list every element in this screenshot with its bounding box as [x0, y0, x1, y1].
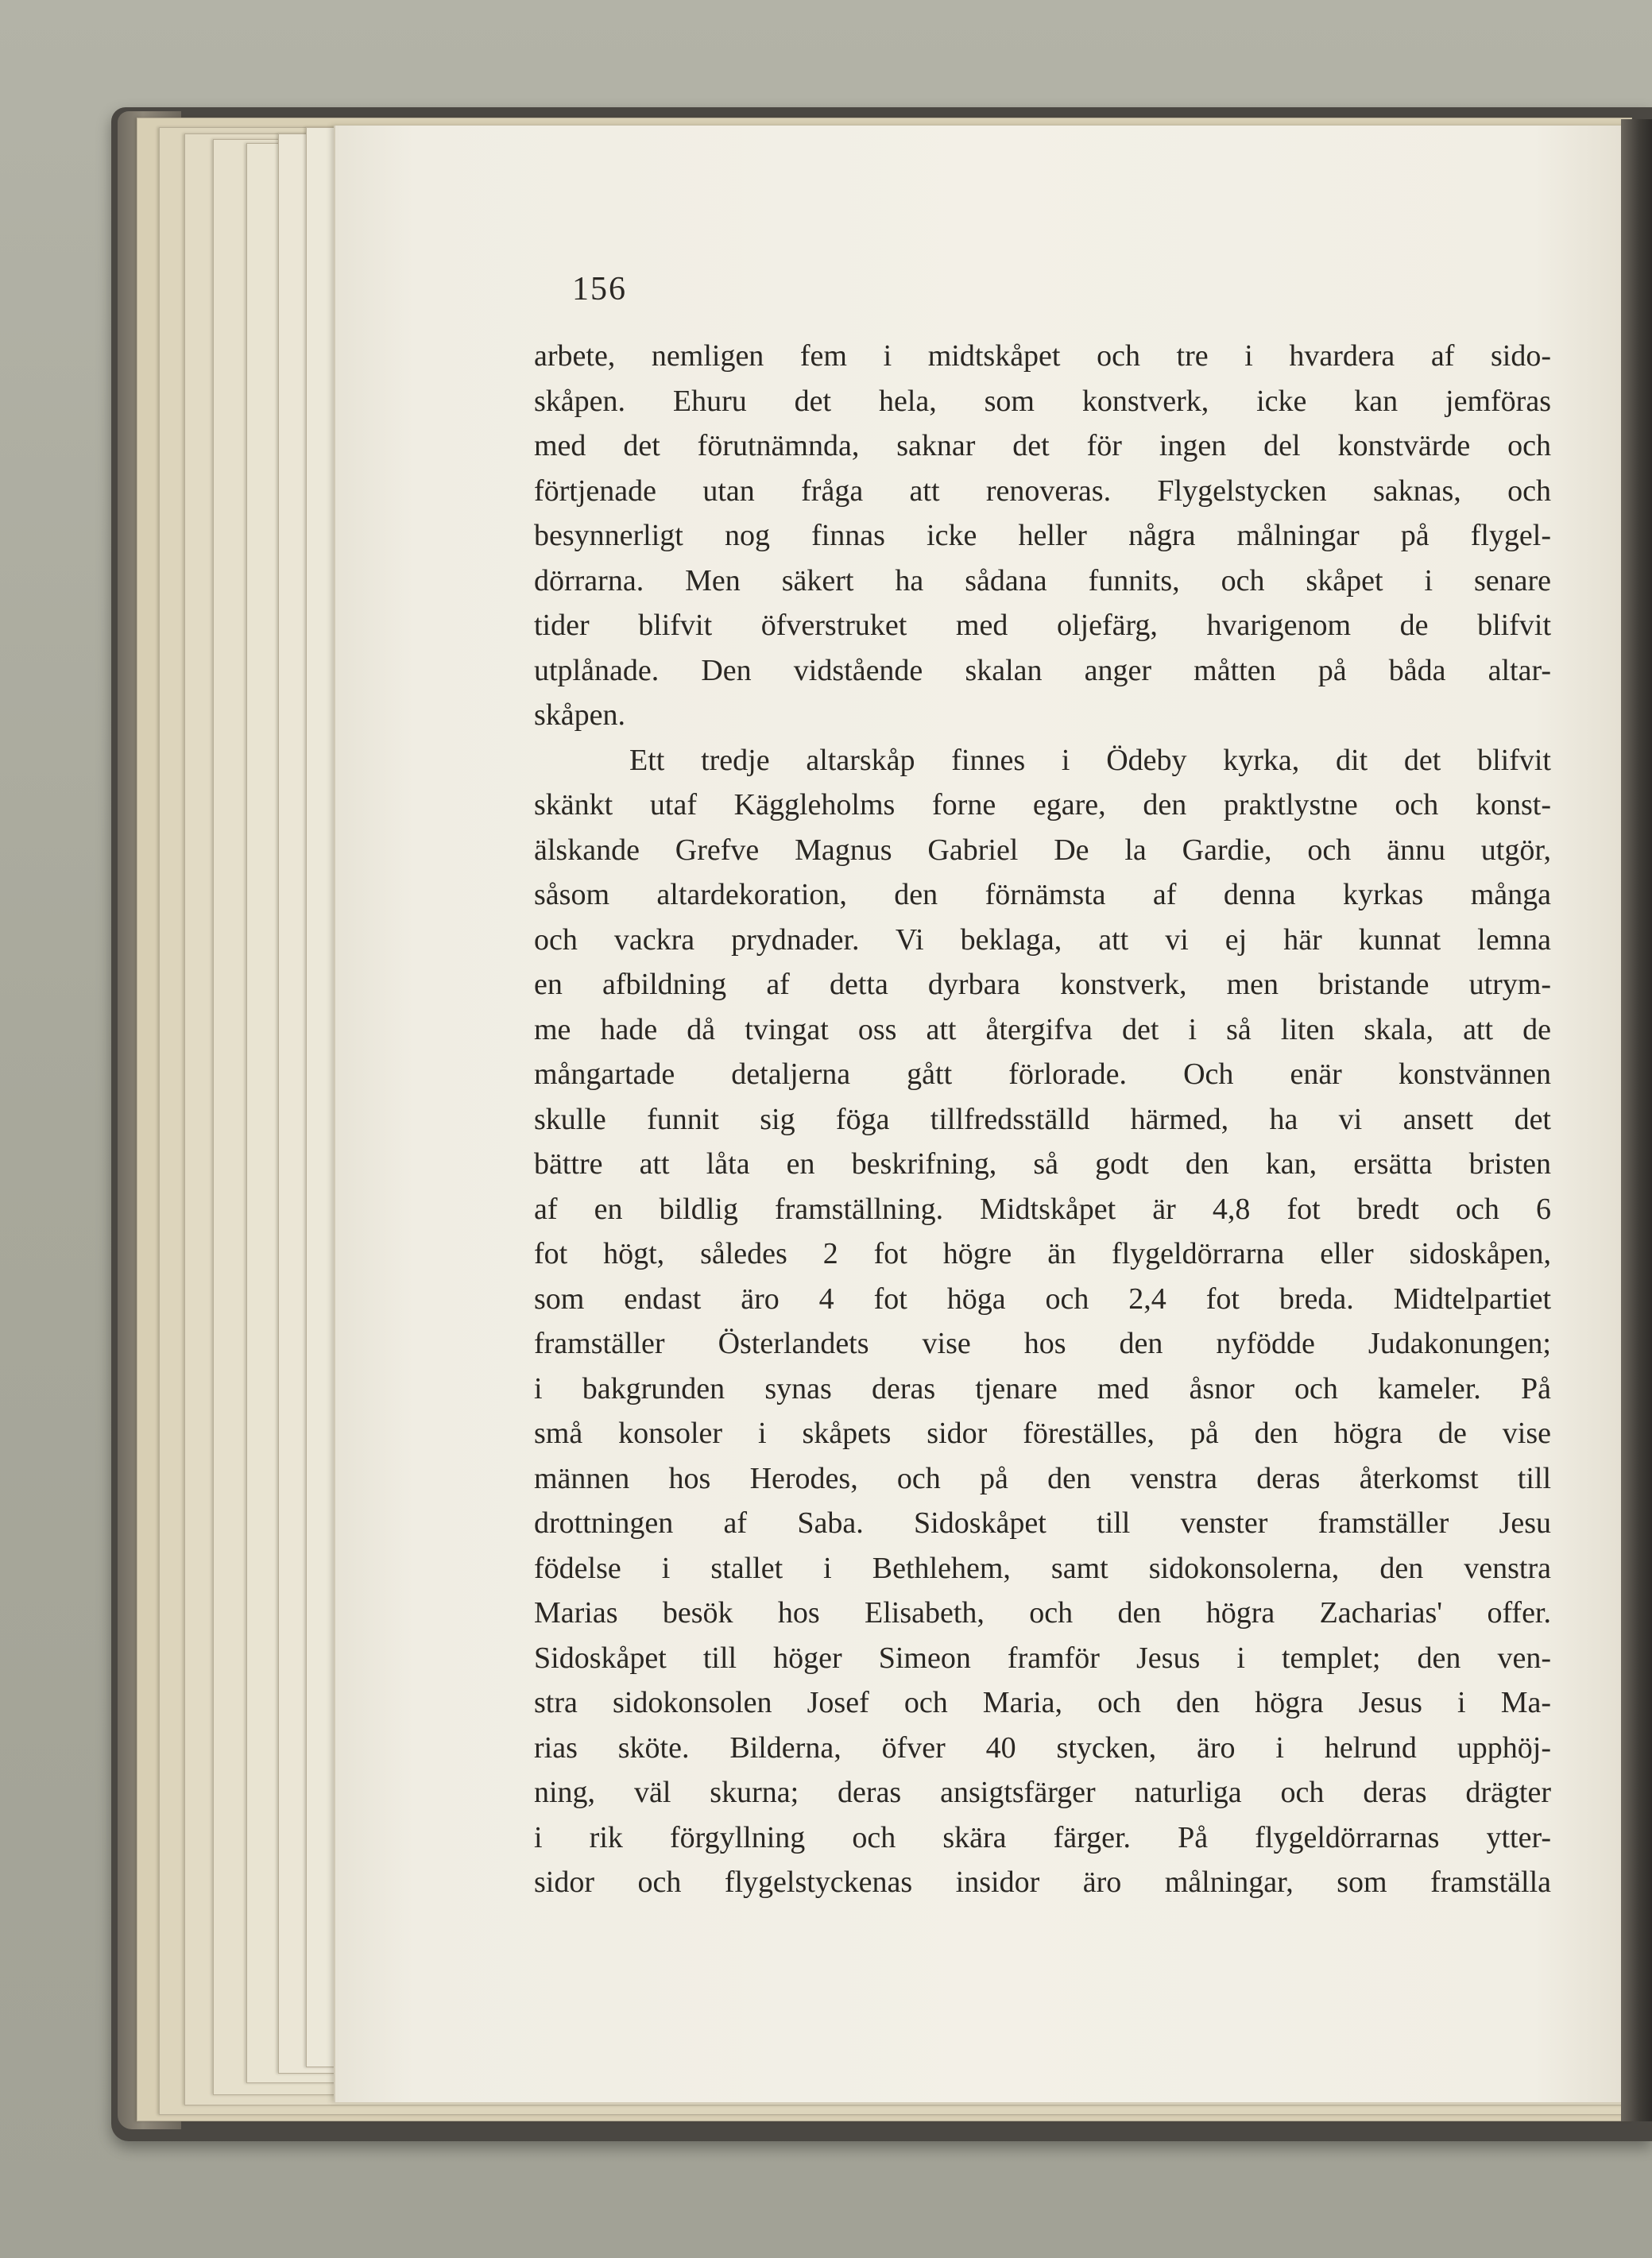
text-line: me hade då tvingat oss att återgifva det i så liten skala, att de	[534, 1012, 1551, 1046]
text-line: arbete, nemligen fem i midtskåpet och tre i hvardera af sido-	[534, 339, 1551, 373]
text-line: små konsoler i skåpets sidor föreställes, på den högra de vise	[534, 1417, 1551, 1450]
page-number: 156	[572, 271, 627, 307]
text-line: i bakgrunden synas deras tjenare med åsnor och kameler. På	[534, 1371, 1551, 1405]
text-line: Ett tredje altarskåp finnes i Ödeby kyrka, dit det blifvit	[629, 743, 1551, 777]
text-line: af en bildlig framställning. Midtskåpet är 4,8 fot bredt och 6	[534, 1192, 1551, 1226]
text-line: som endast äro 4 fot höga och 2,4 fot breda. Midtelpartiet	[534, 1282, 1551, 1316]
text-line: rias sköte. Bilderna, öfver 40 stycken, äro i helrund upphöj-	[534, 1730, 1551, 1765]
text-line: bättre att låta en beskrifning, så godt den kan, ersätta bristen	[534, 1147, 1551, 1181]
text-line: skänkt utaf Käggleholms forne egare, den praktlystne och konst-	[534, 788, 1551, 822]
text-line: med det förutnämnda, saknar det för ingen del konstvärde och	[534, 429, 1551, 462]
text-line: älskande Grefve Magnus Gabriel De la Gardie, och ännu utgör,	[534, 833, 1551, 867]
text-line: besynnerligt nog finnas icke heller några målningar på flygel-	[534, 519, 1551, 552]
text-line: drottningen af Saba. Sidoskåpet till venster framställer Jesu	[534, 1506, 1551, 1540]
text-line: dörrarna. Men säkert ha sådana funnits, och skåpet i senare	[534, 563, 1551, 597]
text-line: såsom altardekoration, den förnämsta af denna kyrkas många	[534, 878, 1551, 911]
page-text	[534, 334, 1551, 1905]
text-line: Marias besök hos Elisabeth, och den högra Zacharias' offer.	[534, 1596, 1551, 1630]
text-line: skåpen. Ehuru det hela, som konstverk, icke kan jemföras	[534, 384, 1551, 418]
text-line: Sidoskåpet till höger Simeon framför Jesus i templet; den ven-	[534, 1641, 1551, 1675]
text-line: och vackra prydnader. Vi beklaga, att vi ej här kunnat lemna	[534, 922, 1551, 957]
text-line: framställer Österlandets vise hos den nyfödde Judakonungen;	[534, 1327, 1551, 1360]
text-line: ning, väl skurna; deras ansigtsfärger naturliga och deras drägter	[534, 1776, 1551, 1809]
text-line: tider blifvit öfverstruket med oljefärg, hvarigenom de blifvit	[534, 609, 1551, 642]
text-line: utplånade. Den vidstående skalan anger måtten på båda altar-	[534, 653, 1551, 687]
text-line: födelse i stallet i Bethlehem, samt sidokonsolerna, den venstra	[534, 1551, 1551, 1585]
text-line: sidor och flygelstyckenas insidor äro målningar, som framställa	[534, 1866, 1551, 1899]
text-line: männen hos Herodes, och på den venstra deras återkomst till	[534, 1461, 1551, 1495]
text-line: förtjenade utan fråga att renoveras. Flygelstycken saknas, och	[534, 474, 1551, 508]
text-line: i rik förgyllning och skära färger. På flygeldörrarnas ytter-	[534, 1820, 1551, 1854]
book-gutter	[1621, 119, 1652, 2121]
text-line: stra sidokonsolen Josef och Maria, och den högra Jesus i Ma-	[534, 1686, 1551, 1719]
text-line: fot högt, således 2 fot högre än flygeldörrarna eller sidoskåpen,	[534, 1237, 1551, 1270]
text-line: skåpen.	[534, 698, 626, 732]
text-line: skulle funnit sig föga tillfredsställd härmed, ha vi ansett det	[534, 1102, 1551, 1136]
text-line: mångartade detaljerna gått förlorade. Och enär konstvännen	[534, 1057, 1551, 1091]
text-line: en afbildning af detta dyrbara konstverk, men bristande utrym-	[534, 968, 1551, 1001]
